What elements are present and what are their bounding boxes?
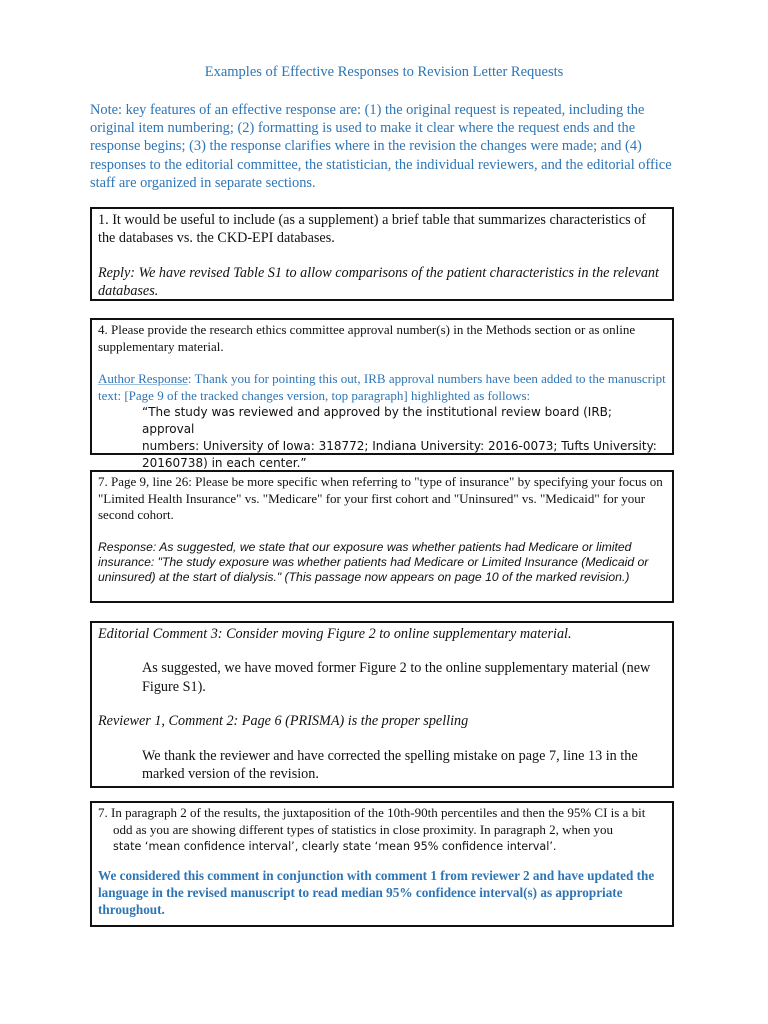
- request-text: [98, 805, 666, 855]
- example-box-2: [90, 318, 674, 471]
- author-response-label: Author Response: [98, 371, 188, 387]
- page-title: Examples of Effective Responses to Revision Letter Requests: [204, 64, 564, 80]
- quote-line-1: “The study was reviewed and approved by the institutional review board (IRB; approval: [142, 405, 612, 437]
- response-text: We considered this comment in conjunction with comment 1 from reviewer 2 and have updated the language in the revised manuscript to read median 95% confidence interval(s) as appropriate throughout.: [98, 868, 655, 918]
- editorial-comment: Editorial Comment 3: Consider moving Figure 2 to online supplementary material.: [98, 626, 572, 642]
- reviewer-comment: Reviewer 1, Comment 2: Page 6 (PRISMA) is the proper spelling: [98, 713, 469, 730]
- request-text: 4. Please provide the research ethics committee approval number(s) in the Methods section or as online supplementary material.: [98, 322, 636, 354]
- quote-line-2: numbers: University of Iowa: 318772; Indiana University: 2016-0073; Tufts University:: [142, 439, 657, 454]
- example-box-4: [90, 621, 674, 788]
- request-text-end: state ‘mean confidence interval’, clearly state ‘mean 95% confidence interval’.: [113, 840, 557, 854]
- editorial-reply: As suggested, we have moved former Figure 2 to the online supplementary material (new Figure S1).: [142, 660, 651, 695]
- response-text: Response: As suggested, we state that our exposure was whether patients had Medicare or limited insurance: "The study exposure was whether patients had Medicare or Limited Insurance (Medicaid or uninsured) at the start of dialysis." (This passage now appears on page 10 of the marked revision.): [98, 539, 649, 585]
- request-text: 1. It would be useful to include (as a supplement) a brief table that summarizes characteristics of the databases vs. the CKD-EPI databases.: [98, 212, 646, 247]
- request-text: 7. Page 9, line 26: Please be more specific when referring to "type of insurance" by specifying your focus on "Limited Health Insurance" vs. "Medicare" for your first cohort and "Uninsured" vs. "Medicaid" for your second cohort.: [98, 474, 663, 523]
- quote-line-3: 20160738) in each center.”: [142, 456, 307, 471]
- intro-note: Note: key features of an effective response are: (1) the original request is repeated, including the original item numbering; (2) formatting is used to make it clear where the request ends and the response begins; (3) the response clarifies where in the revision the changes were made; and (4) responses to the editorial committee, the statistician, the individual reviewers, and the editorial office staff are organized in separate sections.: [90, 102, 672, 191]
- reply-text: Reply: We have revised Table S1 to allow comparisons of the patient characteristics in the relevant databases.: [98, 264, 659, 300]
- example-box-5: [90, 801, 674, 927]
- reviewer-reply: We thank the reviewer and have corrected the spelling mistake on page 7, line 13 in the marked version of the revision.: [142, 747, 638, 783]
- example-box-3: [90, 470, 674, 603]
- example-box-1: [90, 207, 674, 301]
- response-paragraph: [98, 371, 666, 404]
- response-text: : Thank you for pointing this out, IRB approval numbers have been added to the manuscript text: [Page 9 of the tracked changes version, top paragraph] highlighted as follows:: [98, 371, 666, 403]
- request-text-main: 7. In paragraph 2 of the results, the juxtaposition of the 10th-90th percentiles and then the 95% CI is a bit odd as you are showing different types of statistics in close proximity. In paragraph 2, when you: [98, 805, 646, 837]
